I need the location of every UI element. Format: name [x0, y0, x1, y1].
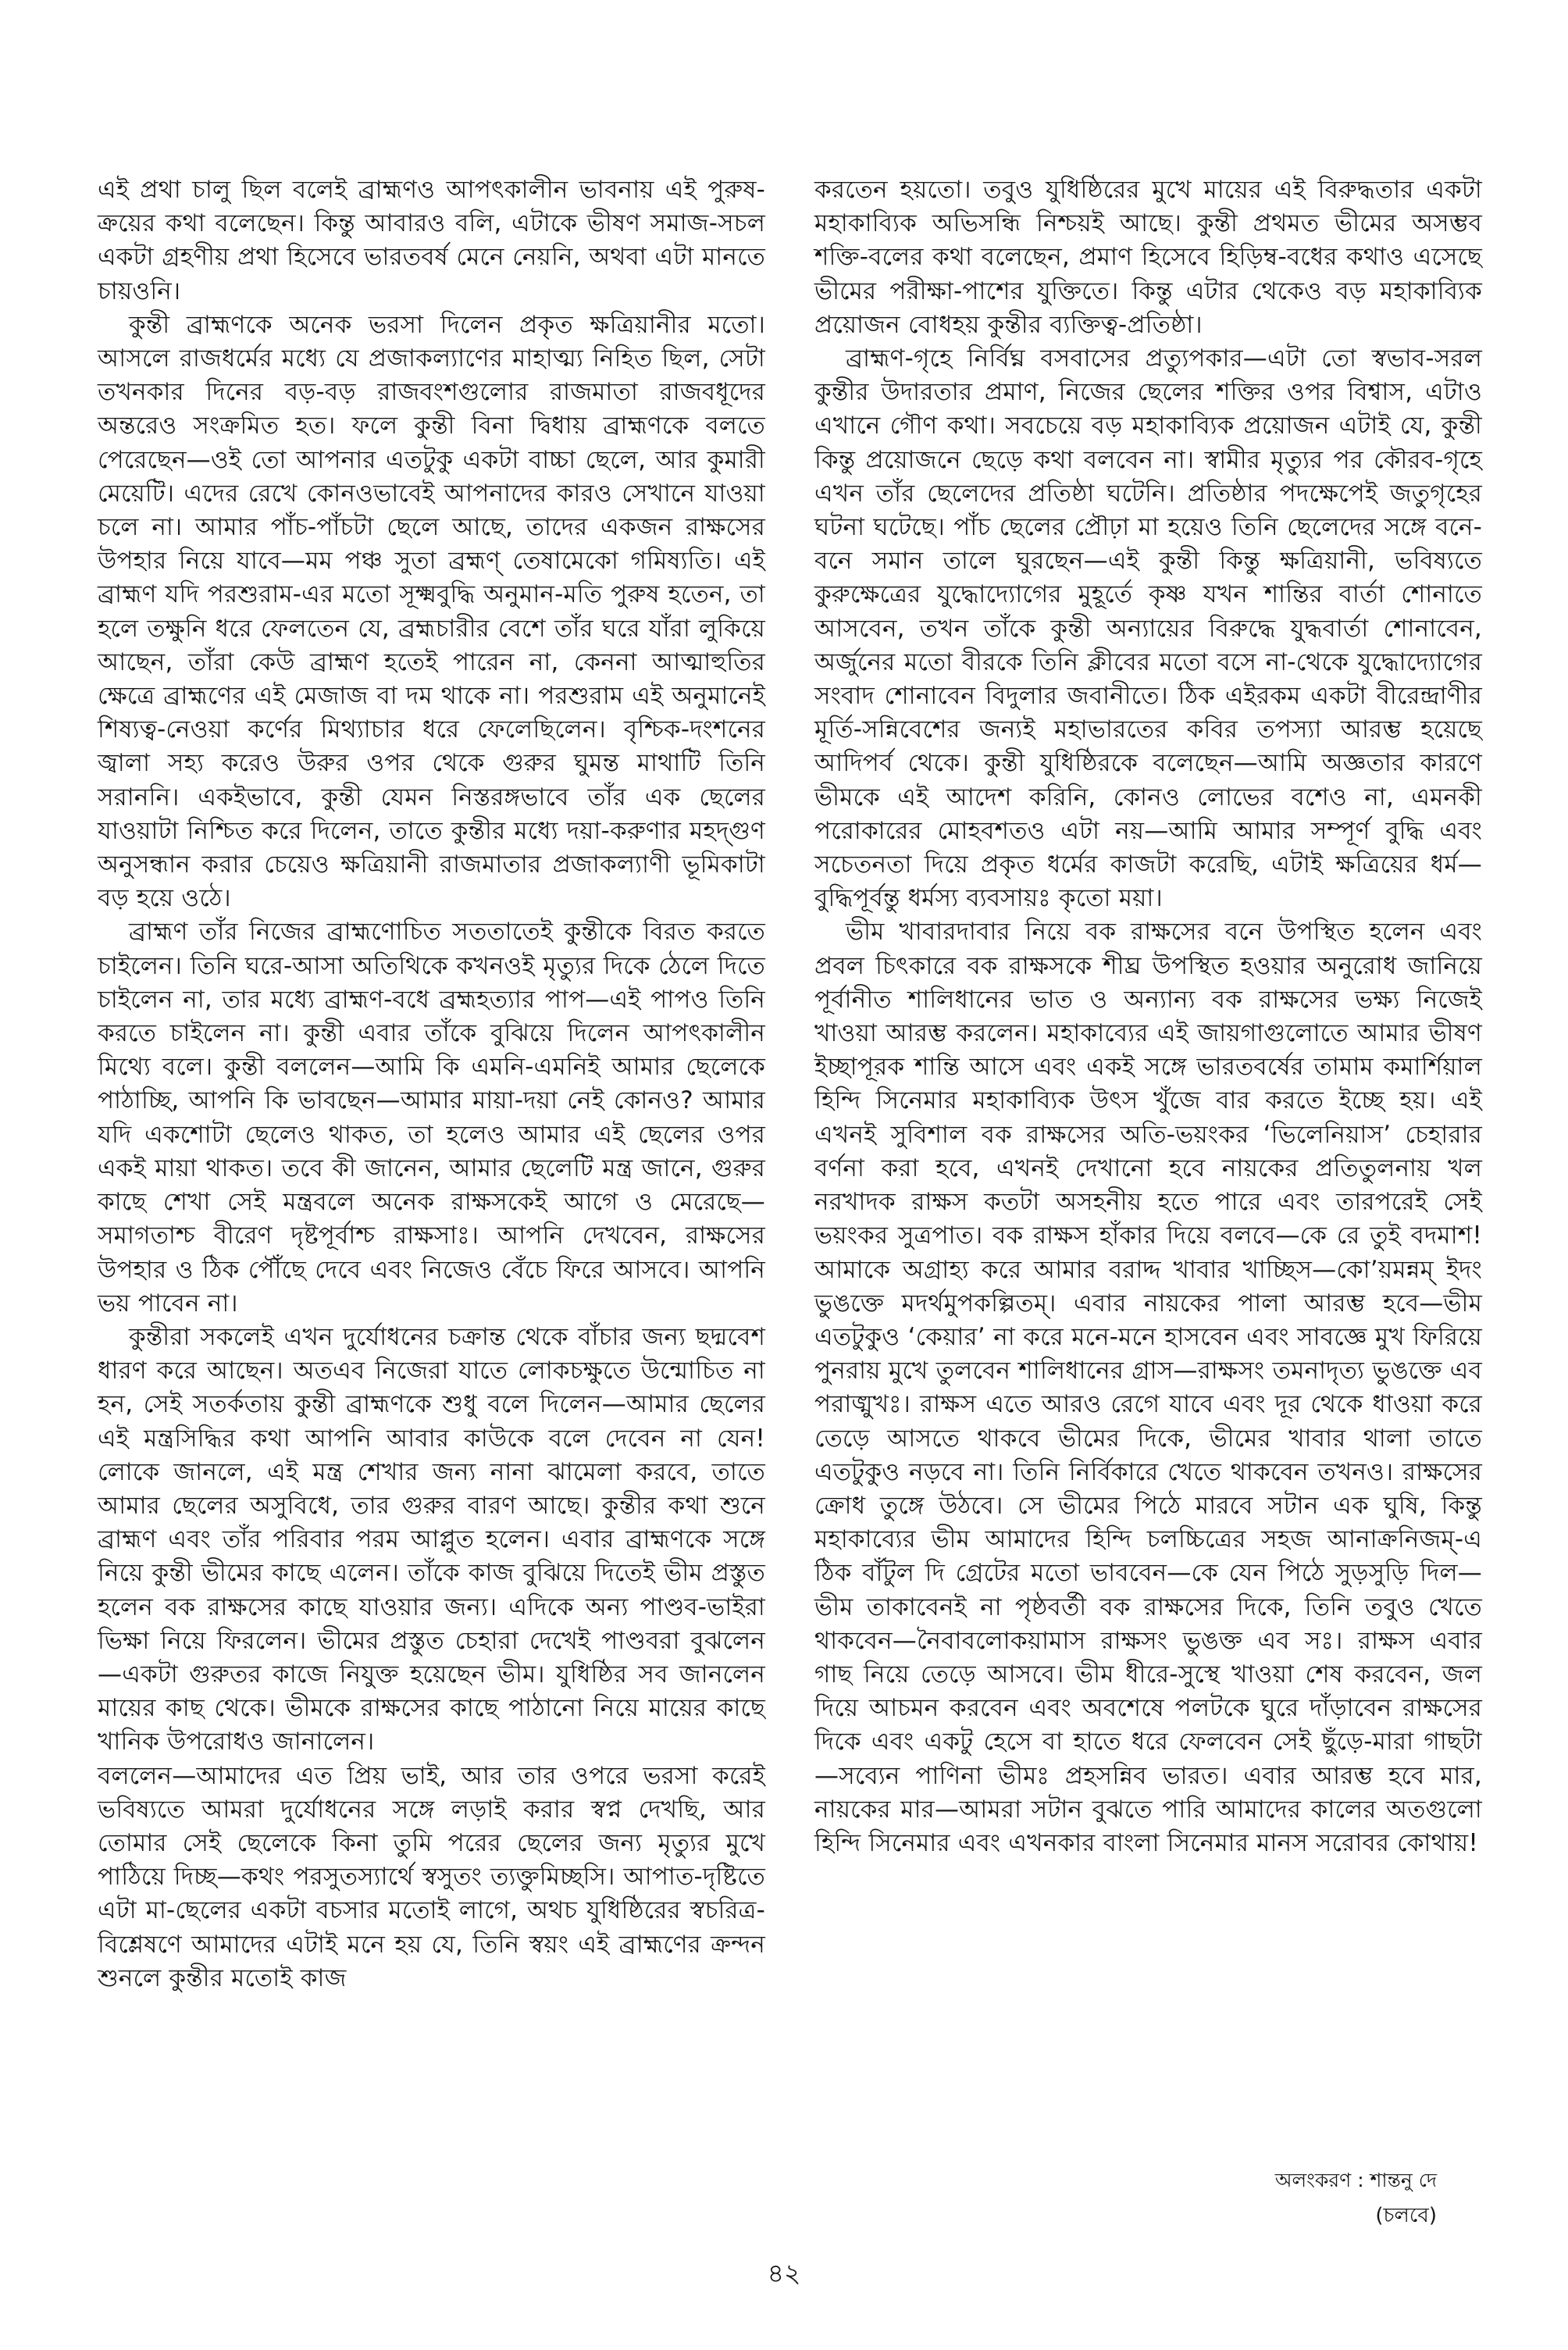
page-number: ৪২ [767, 2258, 801, 2288]
paragraph-left-2: কুন্তী ব্রাহ্মণকে অনেক ভরসা দিলেন প্রকৃত ক্ষত্রিয়ানীর মতো। আসলে রাজধর্মের মধ্যে যে প্রজাকল্যাণের মাহাত্ম্য নিহিত ছিল, সেটা তখনকার দিনের বড়-বড় রাজবংশগুলোর রাজমাতা রাজবধূদের অন্তরেও সংক্রমিত হত। ফলে কুন্তী বিনা দ্বিধায় ব্রাহ্মণকে বলতে পেরেছেন—ওই তো আপনার এতটুকু একটা বাচ্চা ছেলে, আর কুমারী মেয়েটি। এদের রেখে কোনওভাবেই আপনাদের কারও সেখানে যাওয়া চলে না। আমার পাঁচ-পাঁচটা ছেলে আছে, তাদের একজন রাক্ষসের উপহার নিয়ে যাবে—মম পঞ্চ সুতা ব্রহ্মণ্ তেষামেকো গমিষ্যতি। এই ব্রাহ্মণ যদি পরশুরাম-এর মতো সূক্ষ্মবুদ্ধি অনুমান-মতি পুরুষ হতেন, তা হলে তক্ষুনি ধরে ফেলতেন যে, ব্রহ্মচারীর বেশে তাঁর ঘরে যাঁরা লুকিয়ে আছেন, তাঁরা কেউ ব্রাহ্মণ হতেই পারেন না, কেননা আত্মাহুতির ক্ষেত্রে ব্রাহ্মণের এই মেজাজ বা দম থাকে না। পরশুরাম এই অনুমানেই শিষ্যত্ব-নেওয়া কর্ণের মিথ্যাচার ধরে ফেলেছিলেন। বৃশ্চিক-দংশনের জ্বালা সহ্য করেও উরুর ওপর থেকে গুরুর ঘুমন্ত মাথাটি তিনি সরাননি। একইভাবে, কুন্তী যেমন নিস্তরঙ্গভাবে তাঁর এক ছেলের যাওয়াটা নিশ্চিত করে দিলেন, তাতে কুন্তীর মধ্যে দয়া-করুণার মহদ্গুণ অনুসন্ধান করার চেয়েও ক্ষত্রিয়ানী রাজমাতার প্রজাকল্যাণী ভূমিকাটা বড় হয়ে ওঠে। [98, 310, 765, 913]
paragraph-left-1: এই প্রথা চালু ছিল বলেই ব্রাহ্মণও আপৎকালীন ভাবনায় এই পুরুষ-ক্রয়ের কথা বলেছেন। কিন্তু আবারও বলি, এটাকে ভীষণ সমাজ-সচল একটা গ্রহণীয় প্রথা হিসেবে ভারতবর্ষ মেনে নেয়নি, অথবা এটা মানতে চায়ওনি। [98, 176, 765, 305]
paragraph-right-3: ভীম খাবারদাবার নিয়ে বক রাক্ষসের বনে উপস্থিত হলেন এবং প্রবল চিৎকারে বক রাক্ষসকে শীঘ্র উপস্থিত হওয়ার অনুরোধ জানিয়ে পূর্বানীত শালিধানের ভাত ও অন্যান্য বক রাক্ষসের ভক্ষ্য নিজেই খাওয়া আরম্ভ করলেন। মহাকাব্যের এই জায়গাগুলোতে আমার ভীষণ ইচ্ছাপূরক শান্তি আসে এবং একই সঙ্গে ভারতবর্ষের তামাম কমার্শিয়াল হিন্দি সিনেমার মহাকাব্যিক উৎস খুঁজে বার করতে ইচ্ছে হয়। এই এখনই সুবিশাল বক রাক্ষসের অতি-ভয়ংকর ‘ভিলেনিয়াস’ চেহারার বর্ণনা করা হবে, এখনই দেখানো হবে নায়কের প্রতিতুলনায় খল নরখাদক রাক্ষস কতটা অসহনীয় হতে পারে এবং তারপরেই সেই ভয়ংকর সুত্রপাত। বক রাক্ষস হাঁকার দিয়ে বলবে—কে রে তুই বদমাশ! আমাকে অগ্রাহ্য করে আমার বরাদ্দ খাবার খাচ্ছিস—কো’য়মন্নম্ ইদং ভুঙক্তে মদর্থমুপকল্পিতম্। এবার নায়কের পালা আরম্ভ হবে—ভীম এতটুকুও ‘কেয়ার’ না করে মনে-মনে হাসবেন এবং সাবজ্ঞে মুখ ফিরিয়ে পুনরায় মুখে তুলবেন শালিধানের গ্রাস—রাক্ষসং তমনাদৃত্য ভুঙক্তে এব পরাঙ্মুখঃ। রাক্ষস এতে আরও রেগে যাবে এবং দূর থেকে ধাওয়া করে তেড়ে আসতে থাকবে ভীমের দিকে, ভীমের খাবার থালা তাতে এতটুকুও নড়বে না। তিনি নির্বিকারে খেতে থাকবেন তখনও। রাক্ষসের ক্রোধ তুঙ্গে উঠবে। সে ভীমের পিঠে মারবে সটান এক ঘুষি, কিন্তু মহাকাব্যের ভীম আমাদের হিন্দি চলচ্চিত্রের সহজ আনাক্রনিজম্-এ ঠিক বাঁটুল দি গ্রেটের মতো ভাববেন—কে যেন পিঠে সুড়সুড়ি দিল—ভীম তাকাবেনই না পৃষ্ঠবর্তী বক রাক্ষসের দিকে, তিনি তবুও খেতে থাকবেন—নৈবাবলোকয়ামাস রাক্ষসং ভুঙক্ত এব সঃ। রাক্ষস এবার গাছ নিয়ে তেড়ে আসবে। ভীম ধীরে-সুস্থে খাওয়া শেষ করবেন, জল দিয়ে আচমন করবেন এবং অবশেষে পলটকে ঘুরে দাঁড়াবেন রাক্ষসের দিকে এবং একটু হেসে বা হাতে ধরে ফেলবেন সেই ছুঁড়ে-মারা গাছটা—সব্যেন পাণিনা ভীমঃ প্রহসন্নিব ভারত। এবার আরম্ভ হবে মার, নায়কের মার—আমরা সটান বুঝতে পারি আমাদের কালের অতগুলো হিন্দি সিনেমার এবং এখনকার বাংলা সিনেমার মানস সরোবর কোথায়! [814, 918, 1482, 1857]
left-column [98, 173, 765, 1995]
paragraph-right-1: করতেন হয়তো। তবুও যুধিষ্ঠিরের মুখে মায়ের এই বিরুদ্ধতার একটা মহাকাব্যিক অভিসন্ধি নিশ্চয়ই আছে। কুন্তী প্রথমত ভীমের অসম্ভব শক্তি-বলের কথা বলেছেন, প্রমাণ হিসেবে হিড়িম্ব-বধের কথাও এসেছে ভীমের পরীক্ষা-পাশের যুক্তিতে। কিন্তু এটার থেকেও বড় মহাকাব্যিক প্রয়োজন বোধহয় কুন্তীর ব্যক্তিত্ব-প্রতিষ্ঠা। [814, 176, 1482, 339]
illustration-credit: অলংকরণ : শান্তনু দে [1274, 2169, 1437, 2191]
right-column [814, 173, 1482, 1860]
continued-note: (চলবে) [1375, 2204, 1437, 2227]
paragraph-left-5: বললেন—আমাদের এত প্রিয় ভাই, আর তার ওপরে ভরসা করেই ভবিষ্যতে আমরা দুর্যোধনের সঙ্গে লড়াই করার স্বপ্ন দেখছি, আর তোমার সেই ছেলেকে কিনা তুমি পরের ছেলের জন্য মৃত্যুর মুখে পাঠিয়ে দিচ্ছ—কথং পরসুতস্যার্থে স্বসুতং ত্যক্তুমিচ্ছসি। আপাত-দৃষ্টিতে এটা মা-ছেলের একটা বচসার মতোই লাগে, অথচ যুধিষ্ঠিরের স্বচরিত্র-বিশ্লেষণে আমাদের এটাই মনে হয় যে, তিনি স্বয়ং এই ব্রাহ্মণের ক্রন্দন শুনলে কুন্তীর মতোই কাজ [98, 1761, 765, 1992]
paragraph-left-3: ব্রাহ্মণ তাঁর নিজের ব্রাহ্মণোচিত সততাতেই কুন্তীকে বিরত করতে চাইলেন। তিনি ঘরে-আসা অতিথিকে কখনওই মৃত্যুর দিকে ঠেলে দিতে চাইলেন না, তার মধ্যে ব্রাহ্মণ-বধে ব্রহ্মহত্যার পাপ—এই পাপও তিনি করতে চাইলেন না। কুন্তী এবার তাঁকে বুঝিয়ে দিলেন আপৎকালীন মিথ্যে বলে। কুন্তী বললেন—আমি কি এমনি-এমনিই আমার ছেলেকে পাঠাচ্ছি, আপনি কি ভাবছেন—আমার মায়া-দয়া নেই কোনও? আমার যদি একশোটা ছেলেও থাকত, তা হলেও আমার এই ছেলের ওপর একই মায়া থাকত। তবে কী জানেন, আমার ছেলেটি মন্ত্র জানে, গুরুর কাছে শেখা সেই মন্ত্রবলে অনেক রাক্ষসকেই আগে ও মেরেছে—সমাগতাশ্চ বীরেণ দৃষ্টপূর্বাশ্চ রাক্ষসাঃ। আপনি দেখবেন, রাক্ষসের উপহার ও ঠিক পৌঁছে দেবে এবং নিজেও বেঁচে ফিরে আসবে। আপনি ভয় পাবেন না। [98, 918, 765, 1318]
paragraph-left-4: কুন্তীরা সকলেই এখন দুর্যোধনের চক্রান্ত থেকে বাঁচার জন্য ছদ্মবেশ ধারণ করে আছেন। অতএব নিজেরা যাতে লোকচক্ষুতে উন্মোচিত না হন, সেই সতর্কতায় কুন্তী ব্রাহ্মণকে শুধু বলে দিলেন—আমার ছেলের এই মন্ত্রসিদ্ধির কথা আপনি আবার কাউকে বলে দেবেন না যেন! লোকে জানলে, এই মন্ত্র শেখার জন্য নানা ঝামেলা করবে, তাতে আমার ছেলের অসুবিধে, তার গুরুর বারণ আছে। কুন্তীর কথা শুনে ব্রাহ্মণ এবং তাঁর পরিবার পরম আপ্লুত হলেন। এবার ব্রাহ্মণকে সঙ্গে নিয়ে কুন্তী ভীমের কাছে এলেন। তাঁকে কাজ বুঝিয়ে দিতেই ভীম প্রস্তুত হলেন বক রাক্ষসের কাছে যাওয়ার জন্য। এদিকে অন্য পাণ্ডব-ভাইরা ভিক্ষা নিয়ে ফিরলেন। ভীমের প্রস্তুত চেহারা দেখেই পাণ্ডবরা বুঝলেন—একটা গুরুতর কাজে নিযুক্ত হয়েছেন ভীম। যুধিষ্ঠির সব জানলেন মায়ের কাছ থেকে। ভীমকে রাক্ষসের কাছে পাঠানো নিয়ে মায়ের কাছে খানিক উপরোধও জানালেন। [98, 1322, 765, 1756]
paragraph-right-2: ব্রাহ্মণ-গৃহে নির্বিঘ্ন বসবাসের প্রত্যুপকার—এটা তো স্বভাব-সরল কুন্তীর উদারতার প্রমাণ, নিজের ছেলের শক্তির ওপর বিশ্বাস, এটাও এখানে গৌণ কথা। সবচেয়ে বড় মহাকাব্যিক প্রয়োজন এটাই যে, কুন্তী কিন্তু প্রয়োজনে ছেড়ে কথা বলবেন না। স্বামীর মৃত্যুর পর কৌরব-গৃহে এখন তাঁর ছেলেদের প্রতিষ্ঠা ঘটেনি। প্রতিষ্ঠার পদক্ষেপেই জতুগৃহের ঘটনা ঘটেছে। পাঁচ ছেলের প্রৌঢ়া মা হয়েও তিনি ছেলেদের সঙ্গে বনে-বনে সমান তালে ঘুরছেন—এই কুন্তী কিন্তু ক্ষত্রিয়ানী, ভবিষ্যতে কুরুক্ষেত্রের যুদ্ধোদ্যোগের মুহূর্তে কৃষ্ণ যখন শান্তির বার্তা শোনাতে আসবেন, তখন তাঁকে কুন্তী অন্যায়ের বিরুদ্ধে যুদ্ধবার্তা শোনাবেন, অর্জুনের মতো বীরকে তিনি ক্লীবের মতো বসে না-থেকে যুদ্ধোদ্যোগের সংবাদ শোনাবেন বিদুলার জবানীতে। ঠিক এইরকম একটা বীরেন্দ্রাণীর মূর্তি-সন্নিবেশের জন্যই মহাভারতের কবির তপস্যা আরম্ভ হয়েছে আদিপর্ব থেকে। কুন্তী যুধিষ্ঠিরকে বলেছেন—আমি অজ্ঞতার কারণে ভীমকে এই আদেশ করিনি, কোনও লোভের বশেও না, এমনকী পরোকারের মোহবশতও এটা নয়—আমি আমার সম্পূর্ণ বুদ্ধি এবং সচেতনতা দিয়ে প্রকৃত ধর্মের কাজটা করেছি, এটাই ক্ষত্রিয়ের ধর্ম—বুদ্ধিপূর্বন্তু ধর্মস্য ব্যবসায়ঃ কৃতো ময়া। [814, 344, 1482, 913]
